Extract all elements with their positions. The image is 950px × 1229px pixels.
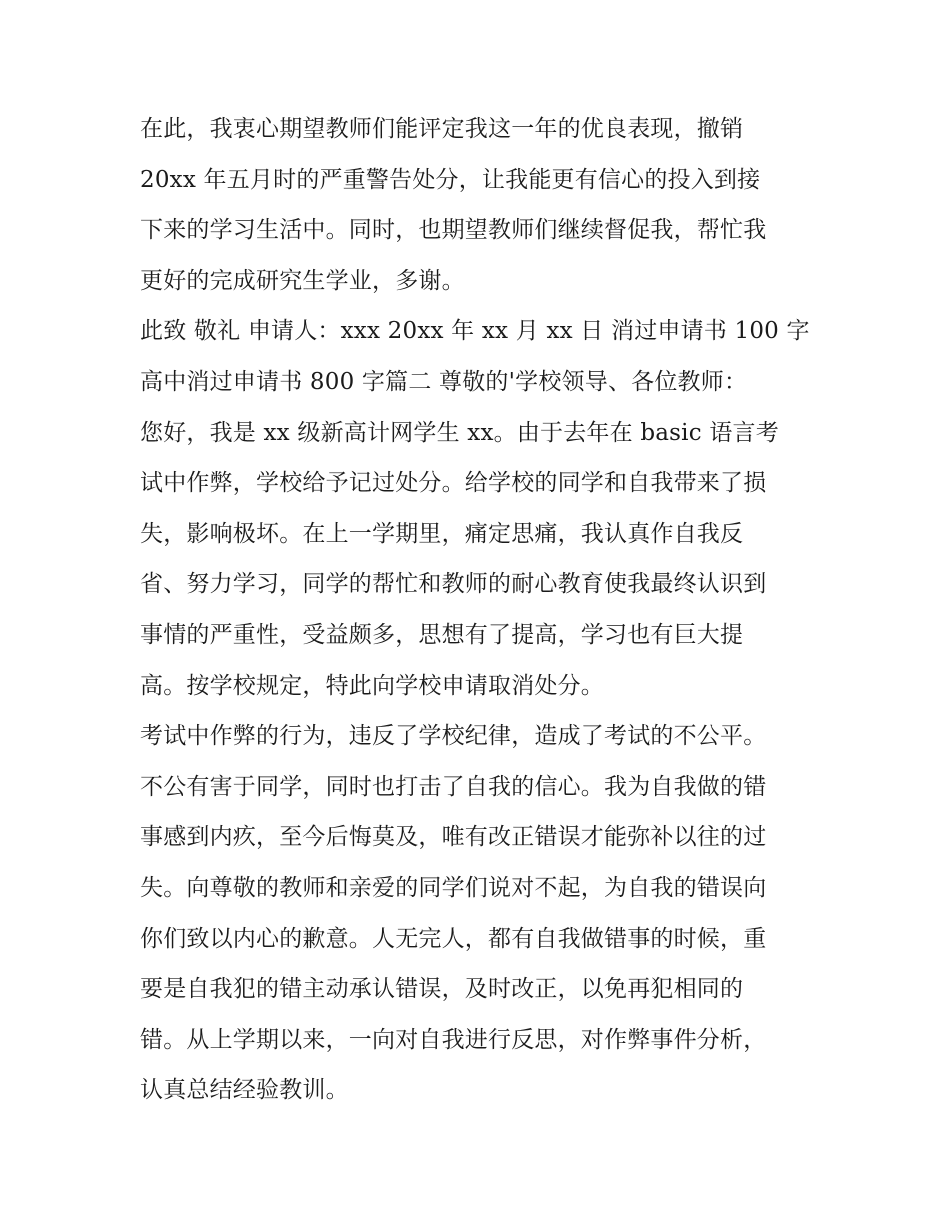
text-line: 错。从上学期以来，一向对自我进行反思，对作弊事件分析， <box>140 1026 767 1053</box>
text-line: 你们致以内心的歉意。人无完人，都有自我做错事的时候，重 <box>140 925 767 952</box>
text-line: 试中作弊，学校给予记过处分。给学校的同学和自我带来了损 <box>140 470 767 497</box>
document-body <box>140 104 820 1116</box>
text-line: 要是自我犯的错主动承认错误，及时改正，以免再犯相同的 <box>140 976 744 1003</box>
text-line: 失，影响极坏。在上一学期里，痛定思痛，我认真作自我反 <box>140 520 744 547</box>
text-line: 失。向尊敬的教师和亲爱的同学们说对不起，为自我的错误向 <box>140 874 767 901</box>
text-line: 更好的完成研究生学业，多谢。 <box>140 267 465 294</box>
text-line: 不公有害于同学，同时也打击了自我的信心。我为自我做的错 <box>140 773 767 800</box>
text-line: 事情的严重性，受益颇多，思想有了提高，学习也有巨大提 <box>140 621 744 648</box>
text-line: 下来的学习生活中。同时，也期望教师们继续督促我，帮忙我 <box>140 217 767 244</box>
text-line: 高中消过申请书 800 字篇二 尊敬的'学校领导、各位教师： <box>140 368 748 395</box>
text-line: 高。按学校规定，特此向学校申请取消处分。 <box>140 672 604 699</box>
text-line: 事感到内疚，至今后悔莫及，唯有改正错误才能弥补以往的过 <box>140 824 767 851</box>
text-line: 认真总结经验教训。 <box>140 1077 349 1104</box>
text-line: 您好，我是 xx 级新高计网学生 xx。由于去年在 basic 语言考 <box>140 419 779 446</box>
text-line: 此致 敬礼 申请人：xxx 20xx 年 xx 月 xx 日 消过申请书 100 字 <box>140 318 810 345</box>
text-line: 在此，我衷心期望教师们能评定我这一年的优良表现，撤销 <box>140 116 744 142</box>
text-line: 20xx 年五月时的严重警告处分，让我能更有信心的投入到接 <box>140 166 761 193</box>
text-line: 省、努力学习，同学的帮忙和教师的耐心教育使我最终认识到 <box>140 571 767 598</box>
text-line: 考试中作弊的行为，违反了学校纪律，造成了考试的不公平。 <box>140 723 767 750</box>
